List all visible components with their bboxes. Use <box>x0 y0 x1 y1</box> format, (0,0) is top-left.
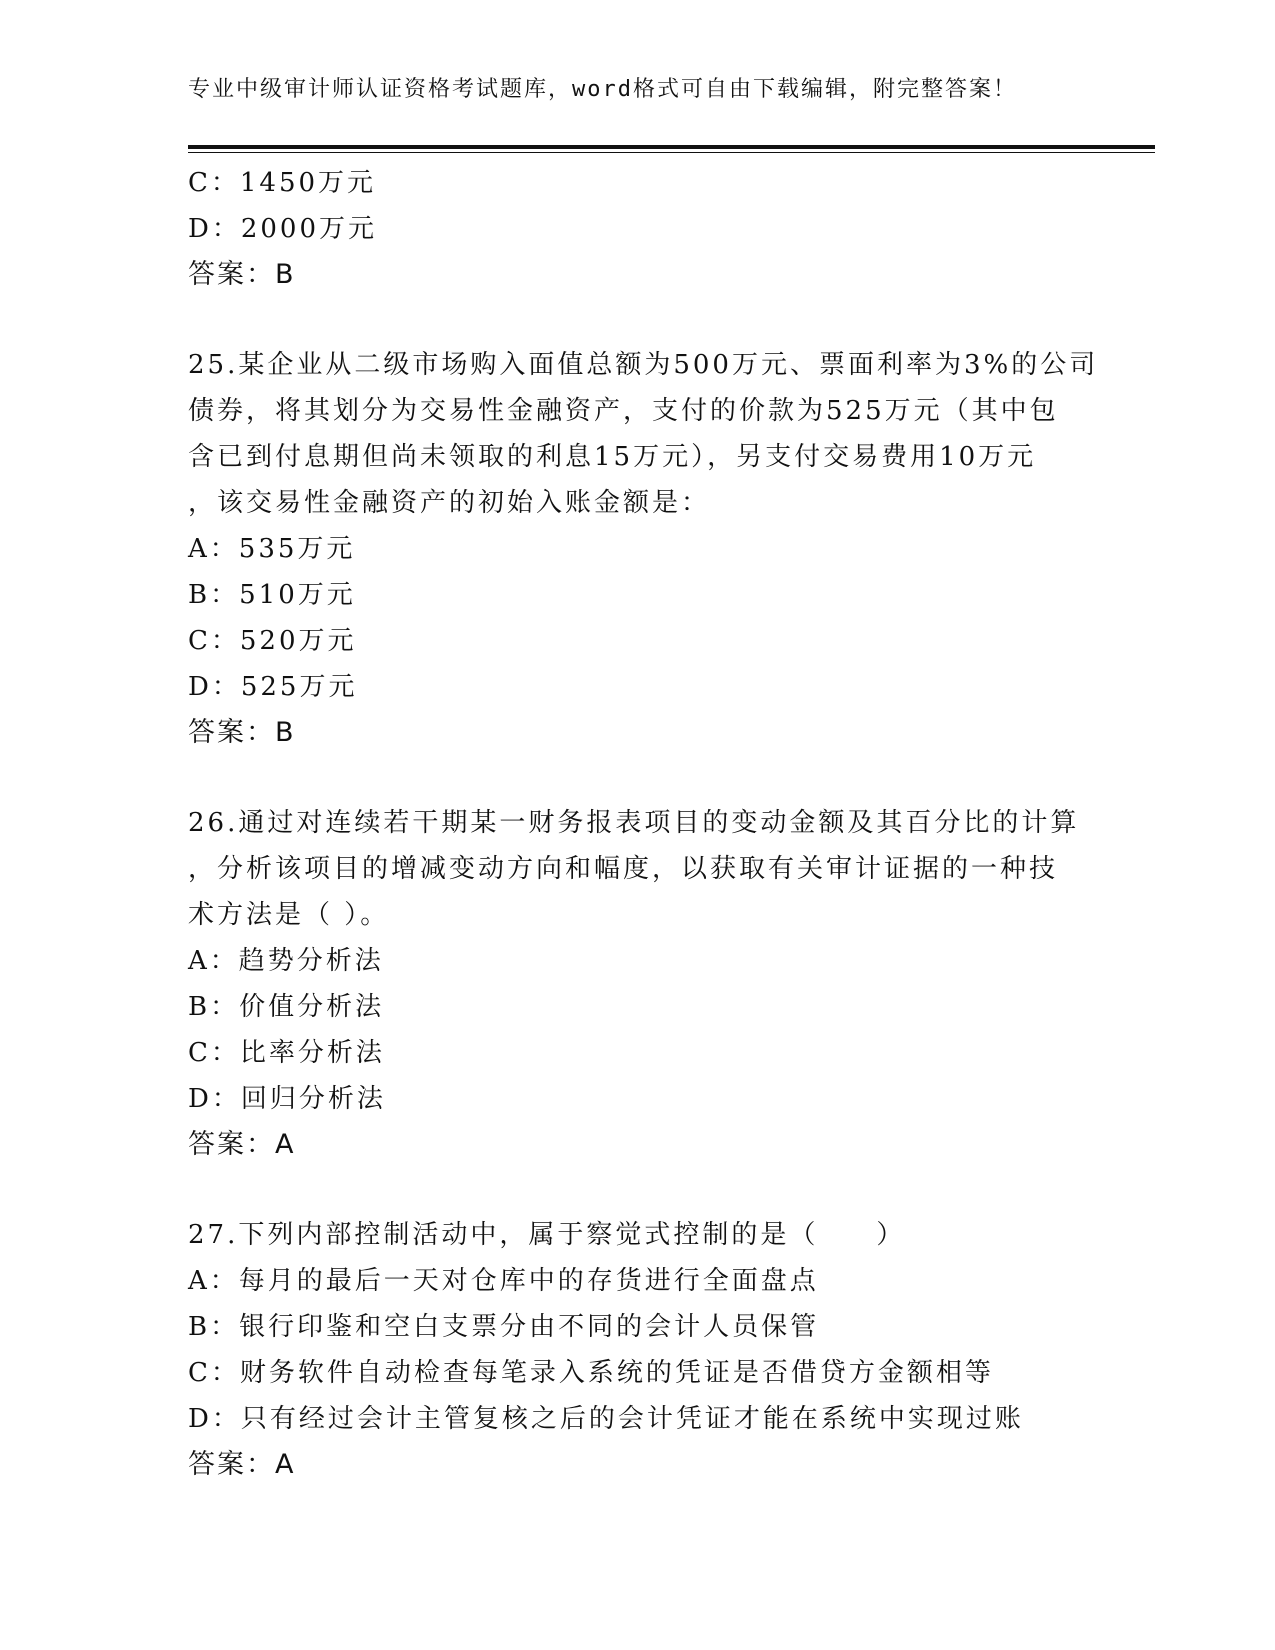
option-c: C：财务软件自动检查每笔录入系统的凭证是否借贷方金额相等 <box>188 1358 994 1388</box>
option-a: A：趋势分析法 <box>188 946 384 976</box>
question-27 <box>188 1212 1088 1488</box>
header-rule-thick <box>188 145 1155 149</box>
question-25 <box>188 342 1099 756</box>
option-b: B：510万元 <box>188 580 356 610</box>
option-d: D：只有经过会计主管复核之后的会计凭证才能在系统中实现过账 <box>188 1404 1024 1434</box>
question-content <box>188 160 1099 1488</box>
answer-line: 答案：A <box>188 1129 296 1160</box>
option-b: B：价值分析法 <box>188 992 385 1022</box>
question-text-line: ，分析该项目的增减变动方向和幅度，以获取有关审计证据的一种技 <box>188 854 1059 884</box>
question-text-line: 25.某企业从二级市场购入面值总额为500万元、票面利率为3%的公司 <box>188 350 1099 380</box>
option-c: C：520万元 <box>188 626 357 656</box>
option-b: B：银行印鉴和空白支票分由不同的会计人员保管 <box>188 1312 820 1342</box>
answer-line: 答案：B <box>188 717 296 748</box>
option-a: A：每月的最后一天对仓库中的存货进行全面盘点 <box>188 1266 819 1296</box>
option-d: D：2000万元 <box>188 214 378 244</box>
option-d: D：回归分析法 <box>188 1084 386 1114</box>
answer-line: 答案：B <box>188 259 296 290</box>
page-header: 专业中级审计师认证资格考试题库，word格式可自由下载编辑，附完整答案！ <box>188 77 1017 102</box>
question-text-line: 26.通过对连续若干期某一财务报表项目的变动金额及其百分比的计算 <box>188 808 1080 838</box>
option-a: A：535万元 <box>188 534 356 564</box>
header-rule-thin <box>188 152 1155 153</box>
spacer <box>188 298 1088 342</box>
question-text-line: 术方法是（ ）。 <box>188 900 390 930</box>
prev-question-block <box>188 160 1088 298</box>
question-text-line: 含已到付息期但尚未领取的利息15万元），另支付交易费用10万元 <box>188 442 1037 472</box>
spacer <box>188 756 1088 800</box>
question-26 <box>188 800 1088 1168</box>
question-text-line: 债券，将其划分为交易性金融资产，支付的价款为525万元（其中包 <box>188 396 1059 426</box>
option-d: D：525万元 <box>188 672 358 702</box>
answer-line: 答案：A <box>188 1449 296 1480</box>
question-text-line: 27.下列内部控制活动中，属于察觉式控制的是（ ） <box>188 1220 906 1250</box>
option-c: C：1450万元 <box>188 168 377 198</box>
spacer <box>188 1168 1088 1212</box>
question-text-line: ，该交易性金融资产的初始入账金额是： <box>188 488 711 518</box>
option-c: C：比率分析法 <box>188 1038 385 1068</box>
